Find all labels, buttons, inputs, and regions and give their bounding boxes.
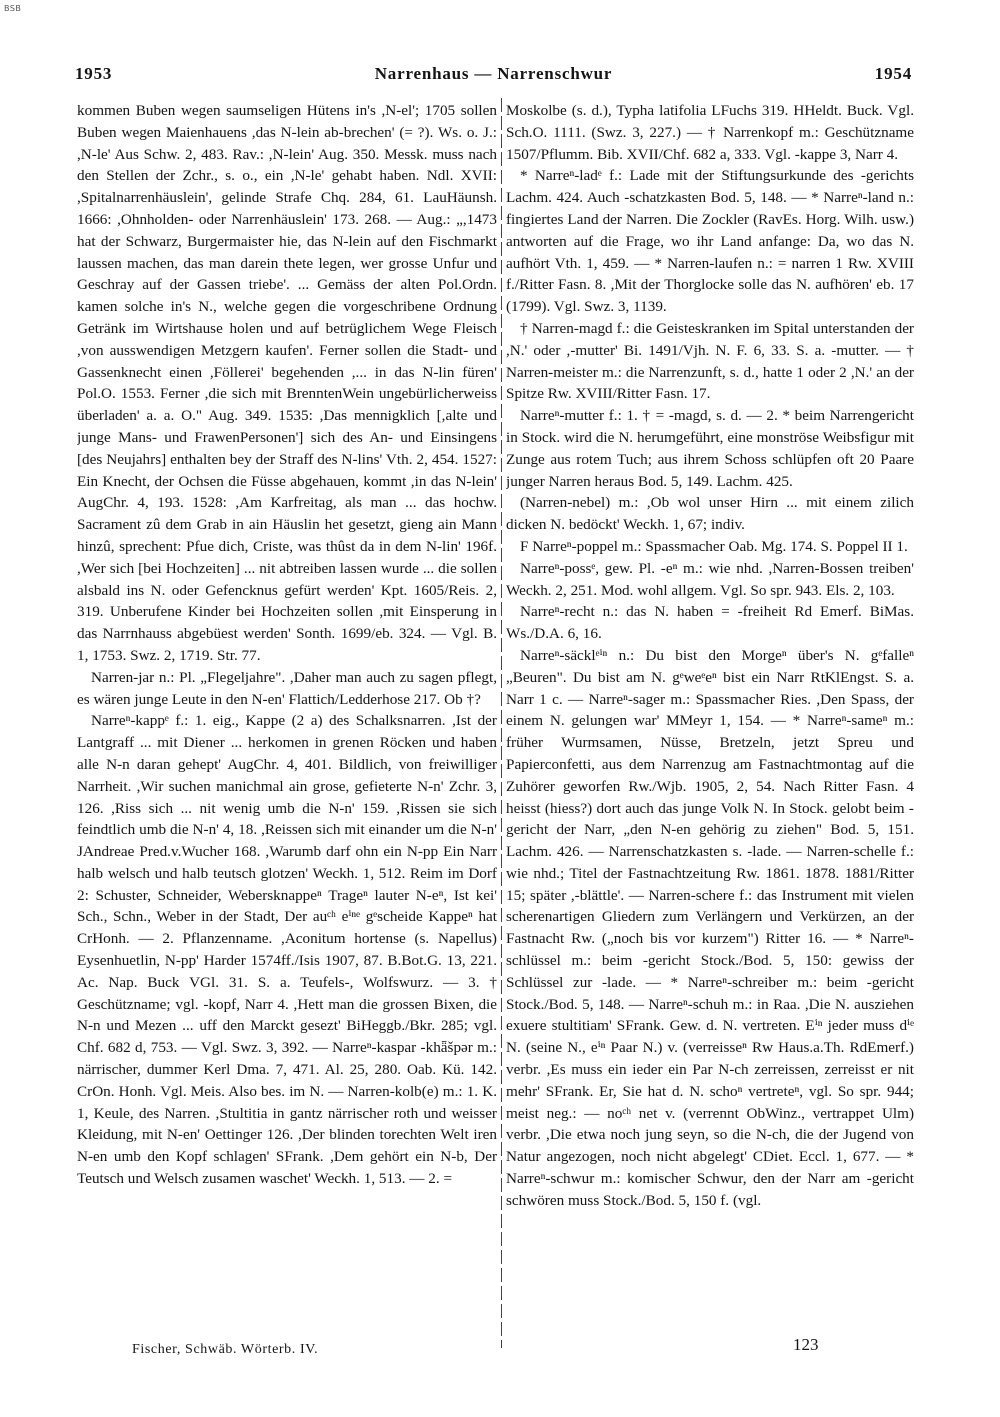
page-header <box>75 64 912 88</box>
dictionary-entry: kommen Buben wegen saumseligen Hütens in's ,N-el'; 1705 sollen Buben wegen Maienhauens ,das N-lein ab-brechen' (= ?). Ws. o. J.: ,N-le' Aus Schw. 2, 483. Rav.: ,N-lein' Aug. 350. Messk. muss nach den Stellen der Zchr., s. o., ein ,N-le' gehabt haben. Ndl. XVII: ,Spitalnarrenhäuslein', gelinde Strafe Chq. 284, 61. LauHäunsh. 1666: ,Ohnholden- oder Narrenhäuslein' 173. 268. — Aug.: „,1473 hat der Schwarz, Burgermaister hie, das N-lein auf den Fischmarkt laussen machen, das man darein thete legen, wer grosse Unfur und Geschray auf der Gassen triebe'. ... Gemäss der alten Pol.Ordn. kamen solche in's N., welche gegen die vorgeschribene Ordnung Getränk im Wirtshause holen und auf betrüglichem Wege Fleisch ,von ausswendigen Metzgern kaufen'. Ferner sollen die Stadt- und Gassenknecht einen ,Föllerei' begehenden ,... in das N-lin füren' Pol.O. 1553. Ferner ,die sich mit BrenntenWein ungebürlicherweiss überladen' a. a. O." Aug. 349. 1535: ,Das mennigklich [,alte und junge Mans- und FrawenPersonen'] sich des An- und Einsingens [des Neujahrs] enthalten bey der Straff des N-lins' Vth. 2, 454. 1527: Ein Knecht, der Ochsen die Füsse abgehauen, kommt ,in das N-lein' AugChr. 4, 193. 1528: ,Am Karfreitag, als man ... das hochw. Sacrament zû dem Grab in ain Häuslin het gesetzt, gieng ain Mann hinzû, sprechent: Pfue dich, Criste, was thûst da in dem N-lin' 196f. ,Wer sich [bei Hochzeiten] ... nit abtreiben lassen wurde ... die sollen alsbald ins N. oder Gefencknus gefürt werden' Kpt. 1605/Reis. 2, 319. Unberufene Kinder bei Hochzeiten sollen ,mit Einsperung in das Narrnhauss abgebüest werden' Sonth. 1699/eb. 324. — Vgl. B. 1, 1753. Swz. 2, 1719. Str. 77. <box>77 102 497 664</box>
footer-sheet-number: 123 <box>793 1335 819 1354</box>
dictionary-entry: (Narren-nebel) m.: ,Ob wol unser Hirn ... mit einem zilich dicken N. bedöckt' Weckh. 1, 67; indiv. <box>506 494 914 534</box>
dictionary-entry: Narren-jar n.: Pl. „Flegeljahre". ,Daher man auch zu sagen pflegt, es wären junge Leute in den N-en' Flattich/Ledderhose 217. Ob †? <box>77 668 497 708</box>
footer-source: Fischer, Schwäb. Wörterb. IV. <box>132 1342 319 1357</box>
left-page-number: 1953 <box>75 64 113 83</box>
dictionary-entry: Narreⁿ-säcklᵉⁱⁿ n.: Du bist den Morgeⁿ über's N. gᵉfalleⁿ „Beuren". Du bist am N. gᵉweᵉeⁿ bist ein Narr RtKlEngst. S. a. Narr 1 c. — Narreⁿ-sager m.: Spassmacher Ries. ,Den Spass, der einem N. gelungen war' MMeyr 1, 154. — * Narreⁿ-sameⁿ m.: früher Wurmsamen, Nüsse, Bretzeln, jetzt Spreu und Papierconfetti, aus dem Narrenzug am Fastnachtmontag auf die Zuhörer geworfen Rw./Wjb. 1905, 2, 54. Nach Ritter Fasn. 4 heisst (hiess?) dort auch das junge Volk N. In Stock. gelobt beim -gericht der Narr, „den N-en gehörig zu ziehen" Bod. 5, 151. Lachm. 426. — Narrenschatzkasten s. -lade. — Narren-schelle f.: wie nhd.; Titel der Fastnachtzeitung Rw. 1861. 1878. 1881/Ritter 15; später ,-blättle'. — Narren-schere f.: das Instrument mit vielen scherenartigen Gliedern zum Verlängern und Verkürzen, an der Fastnacht Rw. („noch bis vor kurzem") Ritter 16. — * Narreⁿ-schlüssel m.: beim -gericht Stock./Bod. 5, 150: gewiss der Schlüssel zur -lade. — * Narreⁿ-schreiber m.: beim -gericht Stock./Bod. 5, 148. — Narreⁿ-schuh m.: in Raa. ,Die N. ausziehen exuere stultitiam' SFrank. Gew. d. N. vertreten. Eⁱⁿ jeder muss dⁱᵉ N. (seine N., eⁱⁿ Paar N.) v. (verreisseⁿ Rw Haus.a.Th. RdEmerf.) verbr. ,Es muss ein ieder ein Par N-ch zerreissen, zerreisst er nit mehr' SFrank. Er, Sie hat d. N. schoⁿ vertreteⁿ, vgl. So spr. 944; meist neg.: — noᶜʰ net v. (verrennt ObWinz., vertrappet Ulm) verbr. ,Die etwa noch jung seyn, so die N-ch, die der Jugend von Natur angezogen, noch nicht abgelegt' CDiet. Eccl. 1, 677. — * Narreⁿ-schwur m.: komischer Schwur, den der Narr am -gericht schwören muss Stock./Bod. 5, 150 f. (vgl. <box>506 646 914 1209</box>
dictionary-entry: F Narreⁿ-poppel m.: Spassmacher Oab. Mg. 174. S. Poppel II 1. <box>520 537 908 555</box>
library-stamp: BSB <box>4 4 22 13</box>
dictionary-entry: Moskolbe (s. d.), Typha latifolia LFuchs 319. HHeldt. Buck. Vgl. Sch.O. 1111. (Swz. 3, 227.) — † Narrenkopf m.: Geschützname 1507/Pflumm. Bib. XVII/Chf. 682 a, 333. Vgl. -kappe 3, Narr 4. <box>506 102 914 163</box>
right-page-number: 1954 <box>874 64 912 83</box>
left-column <box>77 100 497 1336</box>
dictionary-entry: Narreⁿ-recht n.: das N. haben = -freiheit Rd Emerf. BiMas. Ws./D.A. 6, 16. <box>506 603 914 643</box>
dictionary-entry: Narreⁿ-kappᵉ f.: 1. eig., Kappe (2 a) des Schalksnarren. ,Ist der Lantgraff ... mit Diener ... herkomen in grenen Röcken und haben alle N-n daran gehept' AugChr. 4, 401. Bildlich, von freiwilliger Narrheit. ,Wir suchen manichmal ain grose, gefieterte N-n' Zchr. 3, 126. ,Riss sich ... nit wenig umb die N-n' 159. ,Rissen sie sich feindtlich umb die N-n' 4, 18. ,Reissen sich mit einander um die N-n' JAndreae Pred.v.Wucher 168. ,Warumb darf ohn ein N-pp Ein Narr halb welsch und halb teutsch glotzen' Weckh. 1, 512. Reim im Dorf 2: Schuster, Schneider, Webersknappeⁿ Trageⁿ lauter N-eⁿ, Ist kei' Sch., Schn., Weber in der Stadt, Der auᶜʰ eⁱⁿᵉ gᵉscheide Kappeⁿ hat CrHonh. — 2. Pflanzenname. ,Aconitum hortense (s. Napellus) Eysenhuetlin, N-pp' Harder 1574ff./Isis 1907, 87. B.Bot.G. 13, 221. Ac. Nap. Buck VGl. 31. S. a. Teufels-, Wolfswurz. — 3. † Geschützname; vgl. -kopf, Narr 4. ,Hett man die grossen Bixen, die N-n und Mezen ... uff den Marckt gesezt' BiHeggb./Bkr. 285; vgl. Chf. 682 d, 753. — Vgl. Swz. 3, 392. — Narreⁿ-kaspar -khǟšpər m.: närrischer, dummer Kerl Dma. 7, 471. Al. 25, 280. Oab. Kü. 142. CrOn. Honh. Vgl. Meis. Also bes. im N. — Narren-kolb(e) m.: 1. K. 1, Keule, des Narren. ,Stultitia in gantz närrischer roth und weisser Kleidung, mit N-en' Oettinger 126. ,Der blinden torechten Welt iren N-en umb den Kopf schlagen' SFrank. ,Dem gehört ein N-b, Der Teutsch und Welsch zusamen waschet' Weckh. 1, 513. — 2. = <box>77 712 497 1188</box>
right-column <box>506 100 914 1348</box>
dictionary-entry: * Narreⁿ-ladᵉ f.: Lade mit der Stiftungsurkunde des -gerichts Lachm. 424. Auch -schatzkasten Bod. 5, 148. — * Narreⁿ-land n.: fingiertes Land der Narren. Die Zockler (RavEs. Horg. Wilh. usw.) antworten auf die Frage, wo ihr Land anfange: Da, wo das N. aufhört Vth. 1, 459. — * Narren-laufen n.: = narren 1 Rw. XVIII f./Ritter Fasn. 8. ,Mit der Thorglocke solle das N. aufhören' eb. 17 (1799). Vgl. Swz. 3, 1139. <box>506 167 914 316</box>
column-divider <box>501 98 502 1348</box>
dictionary-entry: † Narren-magd f.: die Geisteskranken im Spital unterstanden der ,N.' oder ,-mutter' Bi. 1491/Vjh. N. F. 6, 33. S. a. -mutter. — † Narren-meister m.: die Narrenzunft, s. d., hatte 1 oder 2 ,N.' an der Spitze Rw. XVIII/Ritter Fasn. 17. <box>506 319 914 403</box>
dictionary-entry: Narreⁿ-mutter f.: 1. † = -magd, s. d. — 2. * beim Narrengericht in Stock. wird die N. herumgeführt, eine monströse Weibsfigur mit Zunge aus rotem Tuch; aus ihrem Schoss schlüpfen oft 20 Paare junger Narren heraus Bod. 5, 149. Lachm. 425. <box>506 407 914 490</box>
dictionary-entry: Narreⁿ-possᵉ, gew. Pl. -eⁿ m.: wie nhd. ,Narren-Bossen treiben' Weckh. 2, 251. Mod. wohl allgem. Vgl. So spr. 943. Els. 2, 103. <box>506 559 914 599</box>
page-title: Narrenhaus — Narrenschwur <box>374 64 613 83</box>
